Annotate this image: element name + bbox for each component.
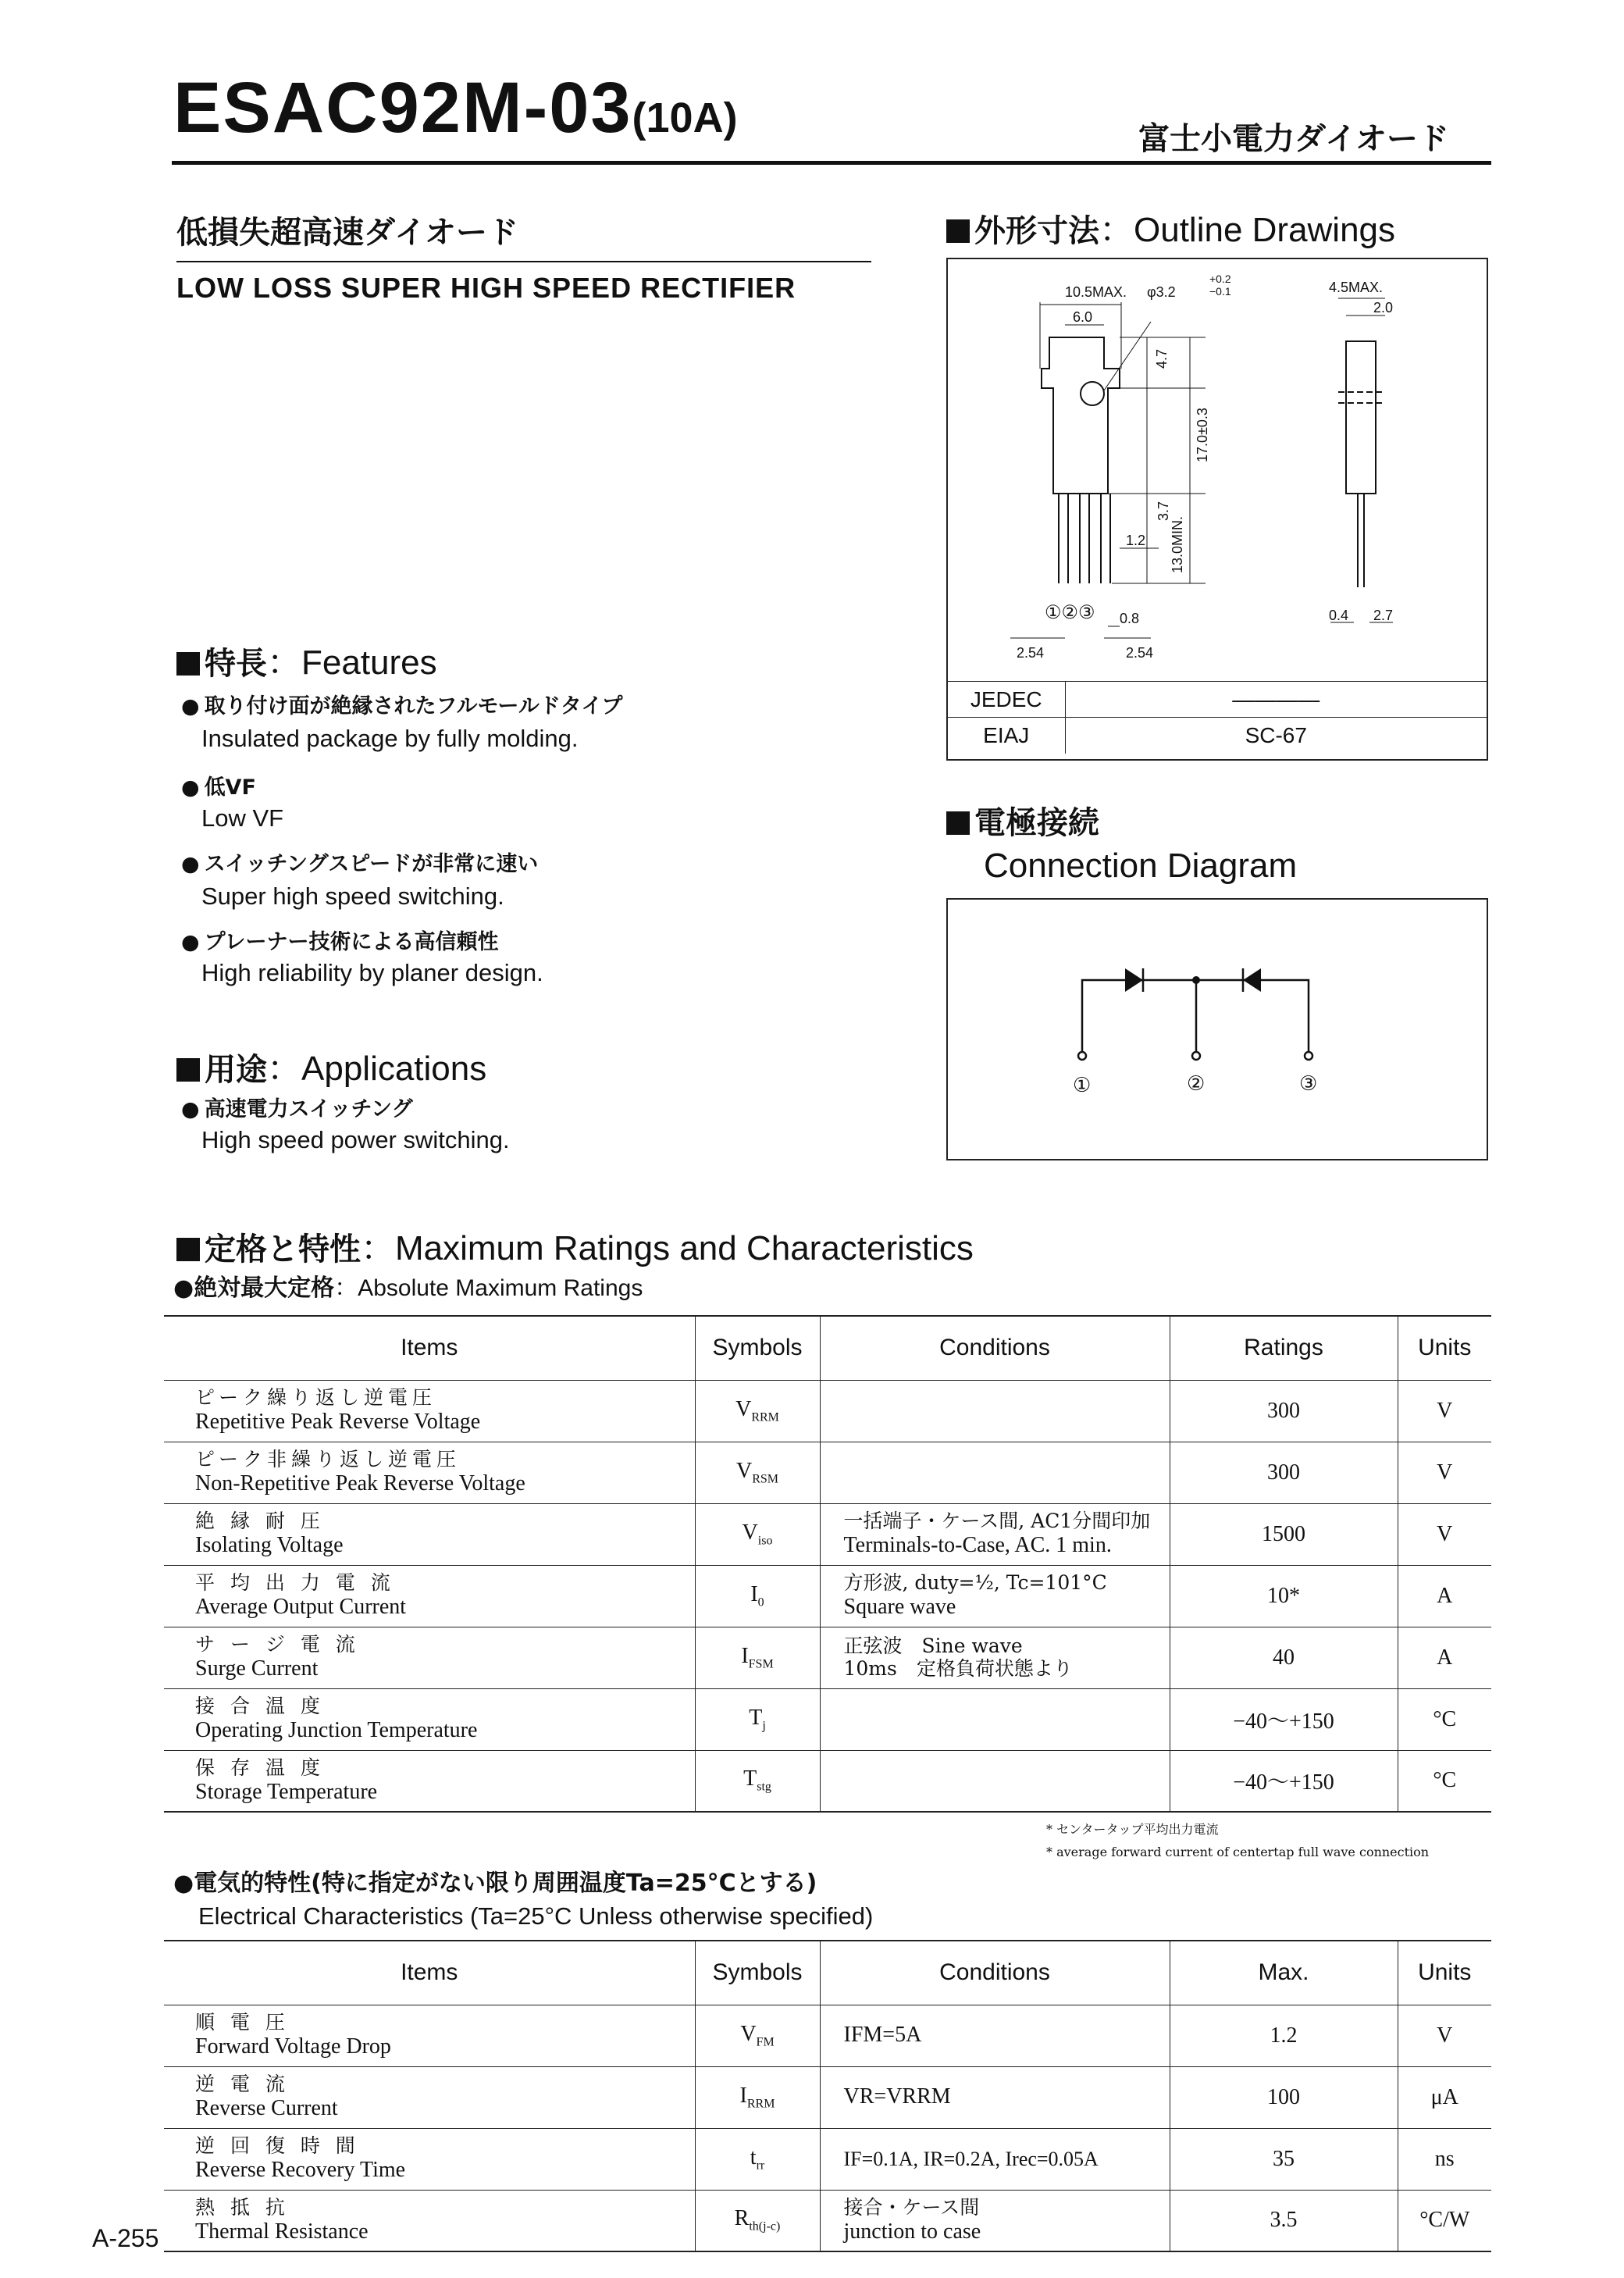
dim-2-7: 2.7 — [1373, 608, 1394, 623]
table-row — [164, 1688, 1491, 1750]
jedec-label: JEDEC — [948, 682, 1065, 718]
item-cell: 逆 回 復 時 間 Reverse Recovery Time — [164, 2128, 695, 2190]
dim-4-7: 4.7 — [1154, 348, 1170, 369]
conditions-cell: VR=VRRM — [820, 2066, 1170, 2128]
feature-en: Insulated package by fully molding. — [201, 725, 579, 752]
dim-thickness-max: 4.5MAX. — [1329, 280, 1384, 295]
symbol-cell: $V_{iso}$ — [695, 1503, 820, 1565]
dim-hole-tol-minus: −0.1 — [1209, 285, 1231, 298]
outline-box — [946, 258, 1488, 761]
conditions-cell — [820, 1442, 1170, 1503]
symbol-cell: $T_j$ — [695, 1688, 820, 1750]
table-header-row — [164, 1316, 1491, 1380]
table-row — [164, 2190, 1491, 2251]
outline-heading: 外形寸法：Outline Drawings — [946, 201, 1395, 251]
dim-1-2: 1.2 — [1126, 533, 1146, 548]
title-jp: 低損失超高速ダイオード — [176, 215, 518, 251]
electrical-table — [164, 1940, 1491, 2252]
unit-cell: V — [1398, 1503, 1491, 1565]
table-row — [164, 1442, 1491, 1503]
square-bullet-icon — [946, 219, 970, 243]
dim-13: 13.0MIN. — [1170, 515, 1185, 573]
unit-cell: V — [1398, 1380, 1491, 1442]
package-table — [948, 681, 1487, 754]
col-items: Items — [164, 1941, 695, 2005]
package-row — [948, 682, 1487, 718]
table-header-row — [164, 1941, 1491, 2005]
symbol-cell: $I_{RRM}$ — [695, 2066, 820, 2128]
symbol-cell: $V_{RSM}$ — [695, 1442, 820, 1503]
symbol-cell: $I_{FSM}$ — [695, 1627, 820, 1688]
feature-jp: ● スイッチングスピードが非常に速い — [181, 847, 538, 877]
jedec-value: ―――― — [1065, 682, 1487, 718]
package-row — [948, 718, 1487, 754]
dim-width-max: 10.5MAX. — [1065, 284, 1127, 300]
dim-hole: φ3.2 — [1147, 284, 1176, 300]
application-en: High speed power switching. — [201, 1126, 510, 1153]
pin-numbers: ①②③ — [1045, 602, 1095, 623]
item-cell: 保 存 温 度 Storage Temperature — [164, 1750, 695, 1812]
col-items: Items — [164, 1316, 695, 1380]
footnote-en: * average forward current of centertap full wave connection — [1046, 1845, 1430, 1859]
conditions-cell — [820, 1380, 1170, 1442]
rating-cell: 300 — [1170, 1380, 1398, 1442]
unit-cell: A — [1398, 1565, 1491, 1627]
dim-0-4: 0.4 — [1329, 608, 1349, 623]
item-cell: 接 合 温 度 Operating Junction Temperature — [164, 1688, 695, 1750]
unit-cell: A — [1398, 1627, 1491, 1688]
unit-cell: °C — [1398, 1688, 1491, 1750]
feature-en: Low VF — [201, 804, 284, 832]
application-jp: ● 高速電力スイッチング — [181, 1092, 413, 1122]
rating-cell: 40 — [1170, 1627, 1398, 1688]
rating-cell: 300 — [1170, 1442, 1398, 1503]
connection-box — [946, 898, 1488, 1160]
footnote-jp: * センタータップ平均出力電流 — [1046, 1822, 1219, 1837]
dim-hole-tol-plus: +0.2 — [1209, 273, 1231, 285]
conditions-cell — [820, 1688, 1170, 1750]
pitch-2: 2.54 — [1126, 645, 1154, 661]
connection-heading: 電極接続 — [946, 798, 1099, 843]
rating-cell: 1500 — [1170, 1503, 1398, 1565]
conditions-cell — [820, 1750, 1170, 1812]
diode-1-icon — [1125, 968, 1143, 992]
abs-max-heading: ●絶対最大定格：Absolute Maximum Ratings — [173, 1274, 643, 1302]
header-rule — [172, 161, 1491, 165]
col-units: Units — [1398, 1941, 1491, 2005]
item-cell: サ ー ジ 電 流 Surge Current — [164, 1627, 695, 1688]
conditions-cell: IF=0.1A, IR=0.2A, Irec=0.05A — [820, 2128, 1170, 2190]
feature-jp: ● 低VF — [181, 770, 256, 800]
col-conditions: Conditions — [820, 1941, 1170, 2005]
outline-drawing — [948, 259, 1487, 681]
col-conditions: Conditions — [820, 1316, 1170, 1380]
symbol-cell: $t_{rr}$ — [695, 2128, 820, 2190]
dim-17: 17.0±0.3 — [1195, 408, 1210, 462]
unit-cell: ns — [1398, 2128, 1491, 2190]
unit-cell: °C — [1398, 1750, 1491, 1812]
square-bullet-icon — [176, 1238, 200, 1261]
table-row — [164, 1565, 1491, 1627]
symbol-cell: $V_{FM}$ — [695, 2005, 820, 2066]
pitch-1: 2.54 — [1017, 645, 1045, 661]
square-bullet-icon — [176, 1058, 200, 1082]
square-bullet-icon — [176, 652, 200, 676]
col-max: Max. — [1170, 1941, 1398, 2005]
dim-2: 2.0 — [1373, 300, 1394, 315]
item-cell: ピーク非繰り返し逆電圧 Non-Repetitive Peak Reverse Voltage — [164, 1442, 695, 1503]
connection-heading-en: Connection Diagram — [984, 847, 1298, 885]
connection-diagram — [948, 900, 1487, 1159]
dim-3-7: 3.7 — [1156, 501, 1171, 521]
max-cell: 1.2 — [1170, 2005, 1398, 2066]
dim-0-8: 0.8 — [1120, 611, 1140, 626]
max-cell: 100 — [1170, 2066, 1398, 2128]
rating-cell: −40～+150 — [1170, 1688, 1398, 1750]
title-rule — [176, 261, 871, 262]
max-cell: 3.5 — [1170, 2190, 1398, 2251]
col-symbols: Symbols — [695, 1316, 820, 1380]
feature-jp: ● 取り付け面が絶縁されたフルモールドタイプ — [181, 689, 623, 719]
unit-cell: °C/W — [1398, 2190, 1491, 2251]
symbol-cell: $V_{RRM}$ — [695, 1380, 820, 1442]
conditions-cell: IFM=5A — [820, 2005, 1170, 2066]
table-row — [164, 2066, 1491, 2128]
rating-cell: 10* — [1170, 1565, 1398, 1627]
col-symbols: Symbols — [695, 1941, 820, 2005]
table-row — [164, 2128, 1491, 2190]
square-bullet-icon — [946, 811, 970, 835]
conditions-cell: 正弦波 Sine wave 10ms 定格負荷状態より — [820, 1627, 1170, 1688]
symbol-cell: $I_0$ — [695, 1565, 820, 1627]
col-units: Units — [1398, 1316, 1491, 1380]
conditions-cell: 一括端子・ケース間, AC1分間印加 Terminals-to-Case, AC. 1 min. — [820, 1503, 1170, 1565]
table-row — [164, 2005, 1491, 2066]
item-cell: ピーク繰り返し逆電圧 Repetitive Peak Reverse Voltage — [164, 1380, 695, 1442]
table-row — [164, 1750, 1491, 1812]
table-row — [164, 1380, 1491, 1442]
item-cell: 熱 抵 抗 Thermal Resistance — [164, 2190, 695, 2251]
feature-en: Super high speed switching. — [201, 882, 504, 910]
pin-2-label: ② — [1187, 1072, 1206, 1096]
symbol-cell: $R_{th(j-c)}$ — [695, 2190, 820, 2251]
current-rating: (10A) — [632, 94, 738, 141]
eiaj-value: SC-67 — [1065, 718, 1487, 754]
features-heading: 特長：Features — [176, 634, 437, 684]
item-cell: 順 電 圧 Forward Voltage Drop — [164, 2005, 695, 2066]
electrical-heading-jp: ●電気的特性(特に指定がない限り周囲温度Ta=25°Cとする) — [173, 1870, 817, 1897]
brand-label: 富士小電力ダイオード — [1138, 121, 1449, 157]
feature-en: High reliability by planer design. — [201, 959, 543, 986]
item-cell: 平 均 出 力 電 流 Average Output Current — [164, 1565, 695, 1627]
rating-cell: −40～+150 — [1170, 1750, 1398, 1812]
item-cell: 逆 電 流 Reverse Current — [164, 2066, 695, 2128]
unit-cell: V — [1398, 1442, 1491, 1503]
abs-max-table — [164, 1315, 1491, 1813]
item-cell: 絶 縁 耐 圧 Isolating Voltage — [164, 1503, 695, 1565]
electrical-heading-en: Electrical Characteristics (Ta=25°C Unless otherwise specified) — [198, 1902, 874, 1930]
ratings-heading: 定格と特性：Maximum Ratings and Characteristics — [176, 1220, 974, 1270]
pin-1-label: ① — [1073, 1074, 1092, 1097]
title-en: LOW LOSS SUPER HIGH SPEED RECTIFIER — [176, 272, 796, 304]
applications-heading: 用途：Applications — [176, 1040, 486, 1090]
page-number: A-255 — [92, 2224, 159, 2252]
max-cell: 35 — [1170, 2128, 1398, 2190]
eiaj-label: EIAJ — [948, 718, 1065, 754]
unit-cell: V — [1398, 2005, 1491, 2066]
unit-cell: μA — [1398, 2066, 1491, 2128]
feature-jp: ● プレーナー技術による高信頼性 — [181, 925, 498, 955]
conditions-cell: 方形波, duty=½, Tc=101°C Square wave — [820, 1565, 1170, 1627]
conditions-cell: 接合・ケース間 junction to case — [820, 2190, 1170, 2251]
part-number: ESAC92M-03(10A) — [173, 68, 738, 148]
diode-2-icon — [1243, 968, 1261, 992]
dim-6: 6.0 — [1073, 309, 1093, 325]
col-ratings: Ratings — [1170, 1316, 1398, 1380]
table-row — [164, 1503, 1491, 1565]
table-row — [164, 1627, 1491, 1688]
symbol-cell: $T_{stg}$ — [695, 1750, 820, 1812]
pin-3-label: ③ — [1299, 1072, 1318, 1096]
